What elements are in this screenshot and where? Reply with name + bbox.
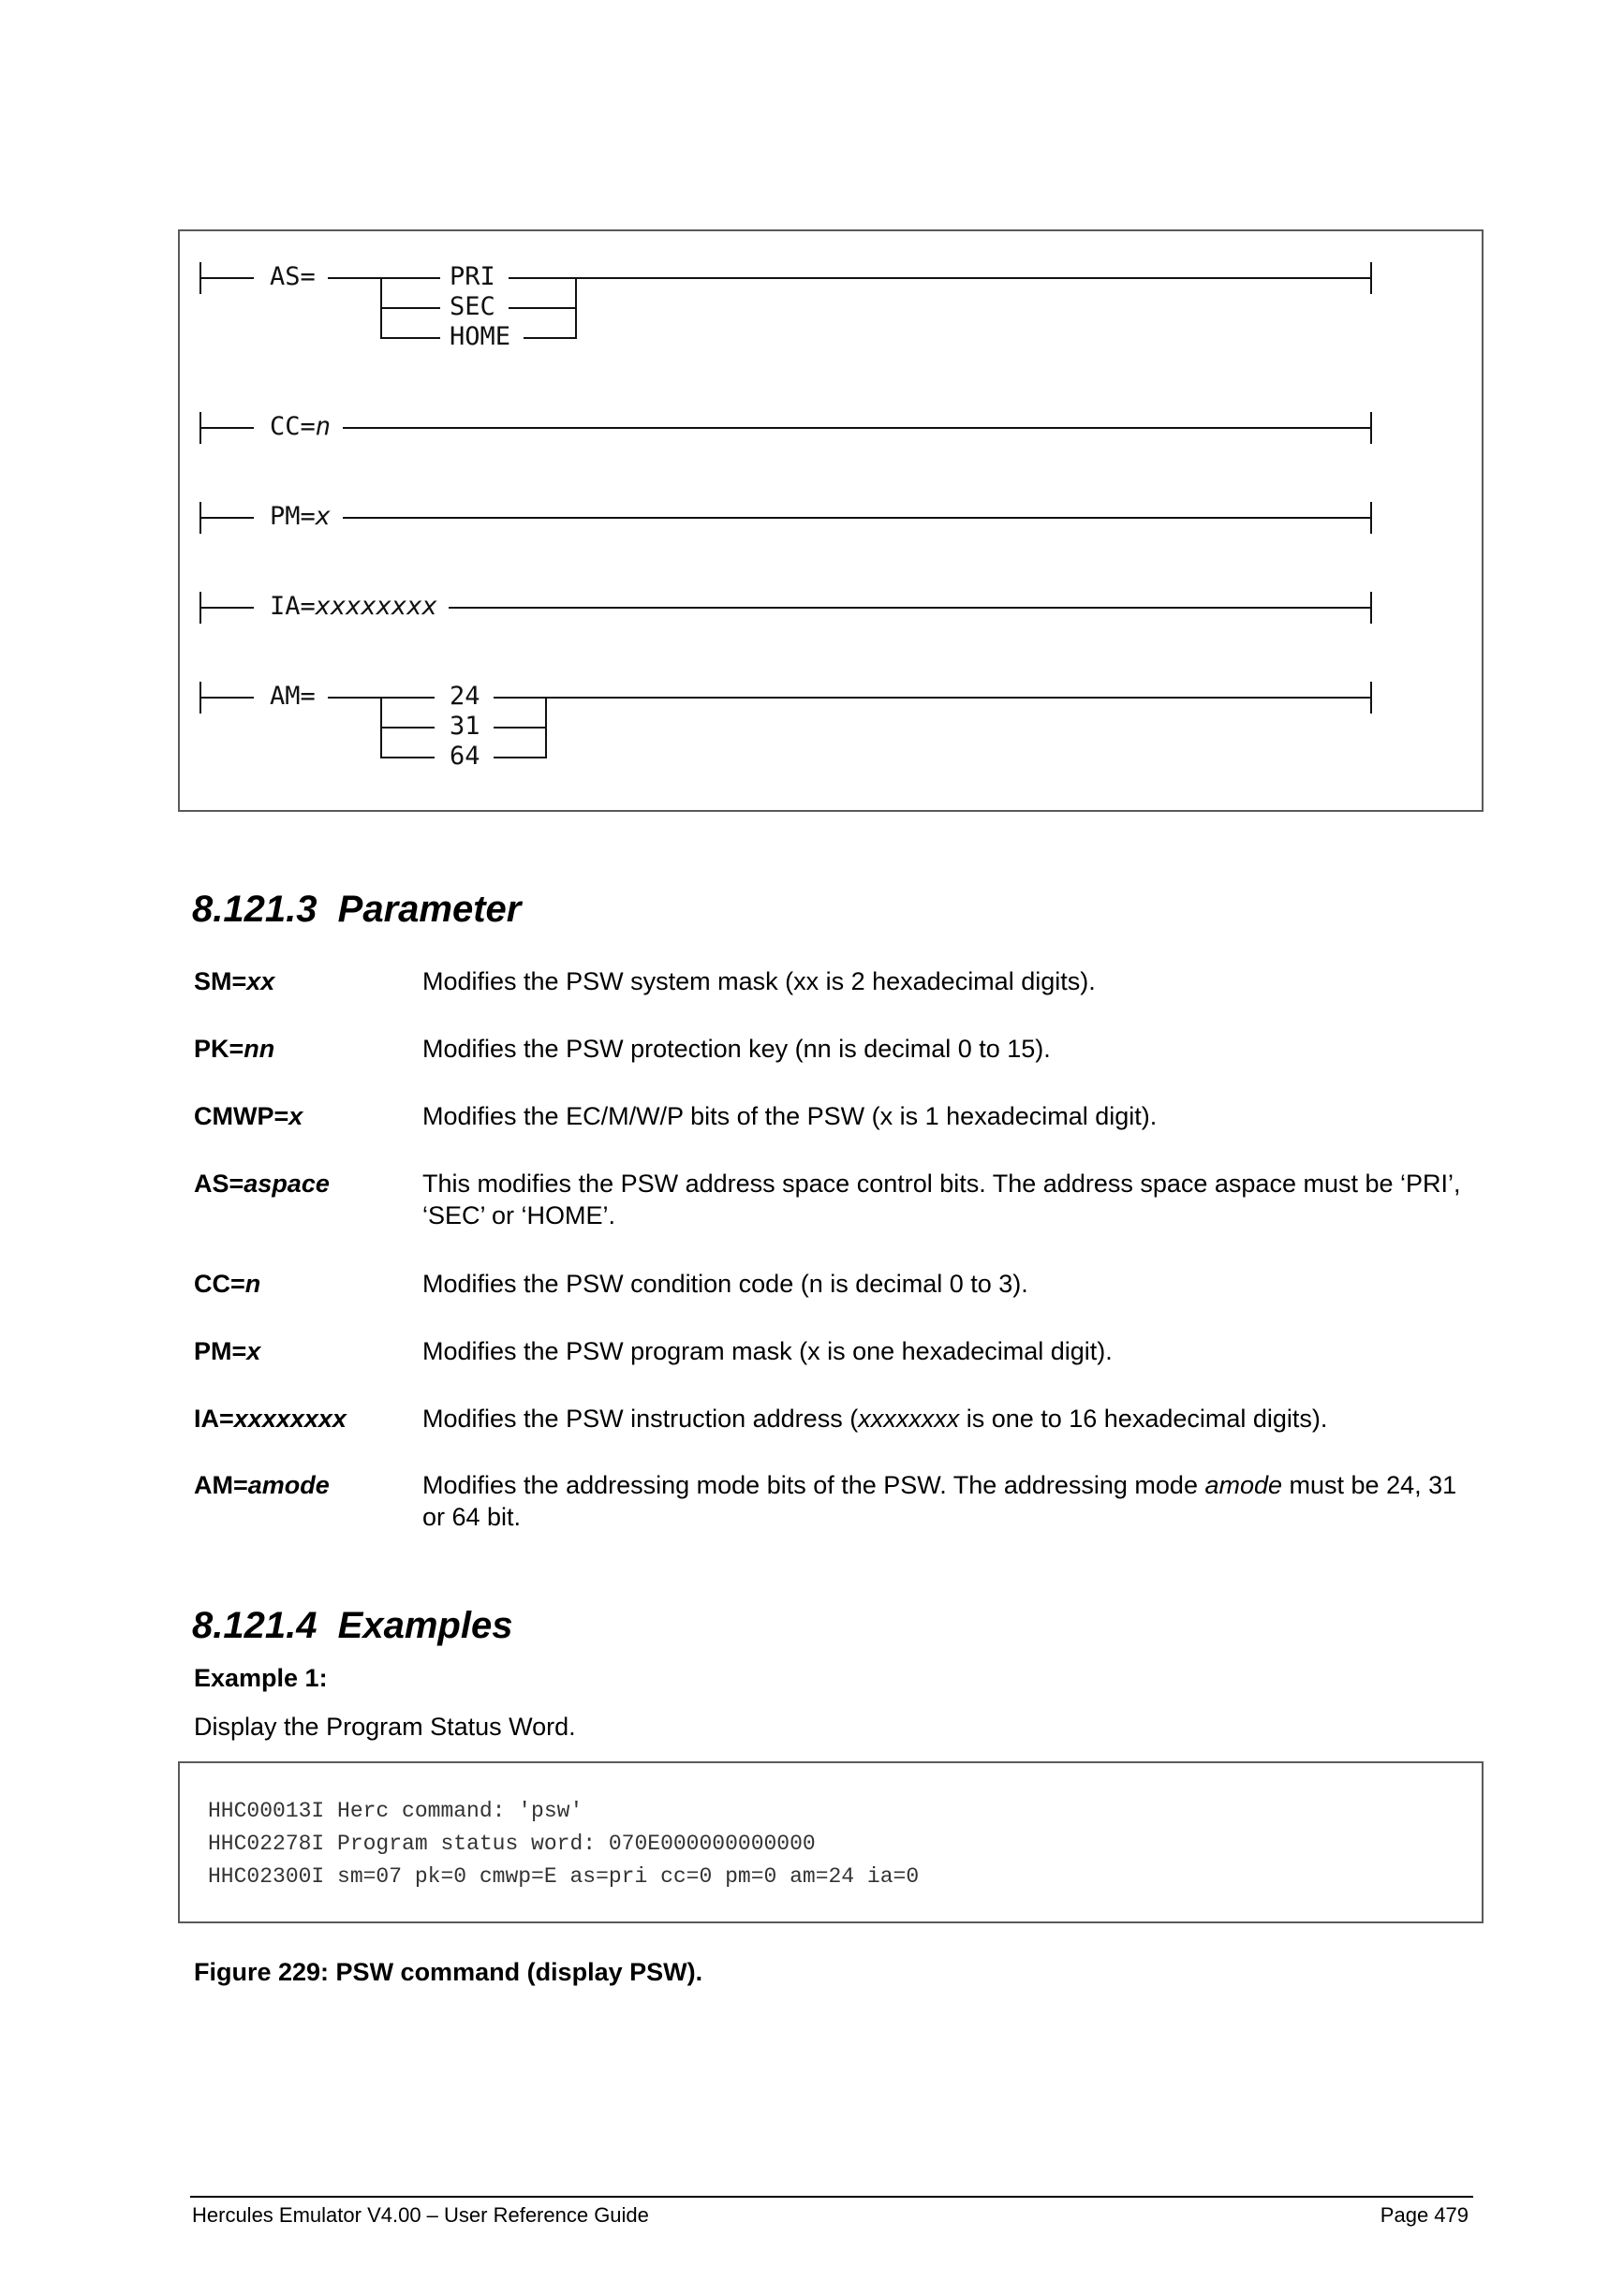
param-name [194,965,274,997]
code-line: HHC02278I Program status word: 070E000000000000 [208,1832,816,1856]
keyword-text: CC= [270,412,316,441]
syntax-option-31: 31 [450,712,480,741]
param-name [194,1335,260,1367]
code-line: HHC02300I sm=07 pk=0 cmwp=E as=pri cc=0 pm=0 am=24 ia=0 [208,1864,920,1889]
desc-text: is one to 16 hexadecimal digits). [959,1405,1328,1433]
main-line [545,697,1371,699]
branch-line [380,307,440,309]
param-description [422,1403,1471,1435]
param-name [194,1469,330,1501]
branch-line [494,697,547,699]
branch-line [380,337,440,339]
footer-title: Hercules Emulator V4.00 – User Reference Guide [192,2203,649,2227]
param-keyword: PK= [194,1035,244,1063]
section-heading-examples: 8.121.4 Examples [192,1605,513,1646]
keyword-text: PM= [270,502,316,531]
code-line: HHC00013I Herc command: 'psw' [208,1799,583,1823]
main-line [575,277,1371,279]
right-terminator [1370,412,1372,444]
param-variable: x [246,1337,261,1365]
param-variable: aspace [244,1170,330,1198]
syntax-keyword: AS= [270,262,316,291]
param-name [194,1168,330,1200]
syntax-option-64: 64 [450,742,480,771]
param-keyword: AM= [194,1471,248,1499]
param-name [194,1033,274,1065]
branch-line [494,727,547,729]
example-description: Display the Program Status Word. [194,1713,576,1741]
param-variable: amode [247,1471,330,1499]
param-description [422,1469,1471,1533]
param-variable: xx [246,967,275,995]
main-line [449,607,1371,609]
param-keyword: IA= [194,1405,234,1433]
syntax-option-home: HOME [450,322,511,351]
stub-line [199,277,254,279]
keyword-text: IA= [270,592,316,621]
param-name [194,1403,347,1435]
branch-line [380,727,435,729]
stub-line [199,607,254,609]
param-keyword: CMWP= [194,1102,289,1130]
syntax-keyword [270,412,331,442]
param-variable: n [244,1270,261,1298]
branch-line [524,337,577,339]
syntax-keyword [270,502,331,532]
param-name [194,1100,303,1132]
param-description: Modifies the EC/M/W/P bits of the PSW (x is 1 hexadecimal digit). [422,1102,1158,1130]
desc-text: Modifies the addressing mode bits of the PSW. The addressing mode [422,1471,1205,1499]
stub-line [199,697,254,699]
param-description: Modifies the PSW protection key (nn is decimal 0 to 15). [422,1035,1051,1063]
syntax-diagram-box [178,229,1484,812]
param-variable: x [288,1102,303,1130]
main-line [343,517,1371,519]
desc-variable: amode [1204,1471,1283,1499]
branch-line [494,757,547,758]
param-description: Modifies the PSW system mask (xx is 2 hexadecimal digits). [422,967,1096,995]
param-variable: nn [244,1035,275,1063]
branch-line [380,757,435,758]
param-keyword: PM= [194,1337,247,1365]
branch-right-bracket [575,277,577,339]
right-terminator [1370,262,1372,294]
stub-line [199,427,254,429]
right-terminator [1370,502,1372,534]
syntax-option-sec: SEC [450,292,495,321]
variable-text: xxxxxxxx [315,592,437,621]
footer-divider [190,2196,1473,2198]
main-line [343,427,1371,429]
param-description: This modifies the PSW address space control bits. The address space aspace must be ‘PRI’, ‘SEC’ or ‘HOME’. [422,1170,1461,1229]
syntax-keyword: AM= [270,682,316,711]
variable-text: n [315,412,332,441]
stub-line [199,517,254,519]
section-heading-parameter: 8.121.3 Parameter [192,889,522,930]
param-description: Modifies the PSW condition code (n is decimal 0 to 3). [422,1270,1028,1298]
branch-line [509,307,577,309]
branch-right-bracket [545,697,547,758]
right-terminator [1370,592,1372,624]
desc-text: must be 24, 31 or 64 bit. [422,1471,1457,1531]
right-terminator [1370,682,1372,714]
param-keyword: SM= [194,967,247,995]
figure-caption: Figure 229: PSW command (display PSW). [194,1958,703,1986]
page-number: Page 479 [1380,2203,1469,2227]
desc-variable: xxxxxxxx [858,1405,960,1433]
code-output-box [178,1761,1484,1923]
syntax-option-pri: PRI [450,262,495,291]
param-keyword: AS= [194,1170,244,1198]
param-description: Modifies the PSW program mask (x is one hexadecimal digit). [422,1337,1113,1365]
syntax-option-24: 24 [450,682,480,711]
connector-line [328,277,440,279]
param-variable: xxxxxxxx [233,1405,347,1433]
variable-text: x [315,502,332,531]
param-name [194,1268,260,1300]
desc-text: Modifies the PSW instruction address ( [422,1405,859,1433]
param-keyword: CC= [194,1270,245,1298]
syntax-keyword [270,592,437,622]
branch-line [509,277,577,279]
example-title: Example 1: [194,1664,328,1692]
